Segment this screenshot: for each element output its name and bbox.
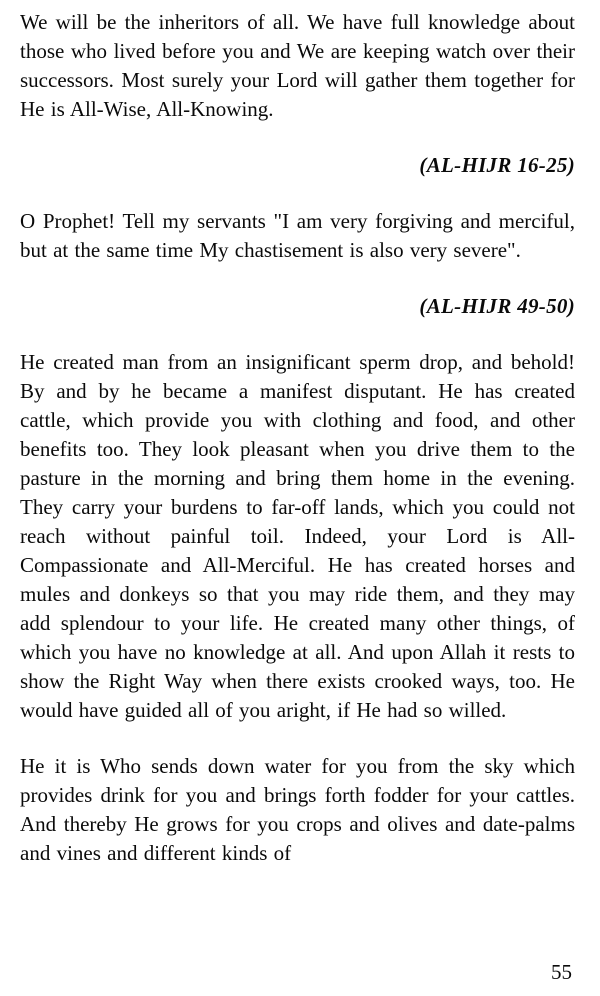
body-paragraph-1: We will be the inheritors of all. We have full knowledge about those who lived before you and We are keeping watch over their successors. Most surely your Lord will gather them together for He is All-Wise, All-Knowing. bbox=[20, 10, 575, 121]
body-paragraph-4: He it is Who sends down water for you from the sky which provides drink for you and brings forth fodder for your cattles. And thereby He grows for you crops and olives and date-palms and vines and different kinds of bbox=[20, 754, 575, 865]
page-number: 55 bbox=[551, 960, 572, 984]
body-paragraph-3: He created man from an insignificant sperm drop, and behold! By and by he became a manifest disputant. He has created cattle, which provide you with clothing and food, and other benefits too. They look pleasant when you drive them to the pasture in the morning and bring them home in the evening. They carry your burdens to far-off lands, which you could not reach without painful toil. Indeed, your Lord is All-Compassionate and All-Merciful. He has created horses and mules and donkeys so that you may ride them, and they may add splendour to your life. He created many other things, of which you have no knowledge at all. And upon Allah it rests to show the Right Way when there exists crooked ways, too. He would have guided all of you aright, if He had so willed. bbox=[20, 350, 575, 722]
surah-citation-1: (AL-HIJR 16-25) bbox=[419, 153, 575, 177]
surah-citation-2: (AL-HIJR 49-50) bbox=[419, 294, 575, 318]
body-paragraph-2: O Prophet! Tell my servants "I am very forgiving and merciful, but at the same time My chastisement is also very severe". bbox=[20, 209, 575, 262]
